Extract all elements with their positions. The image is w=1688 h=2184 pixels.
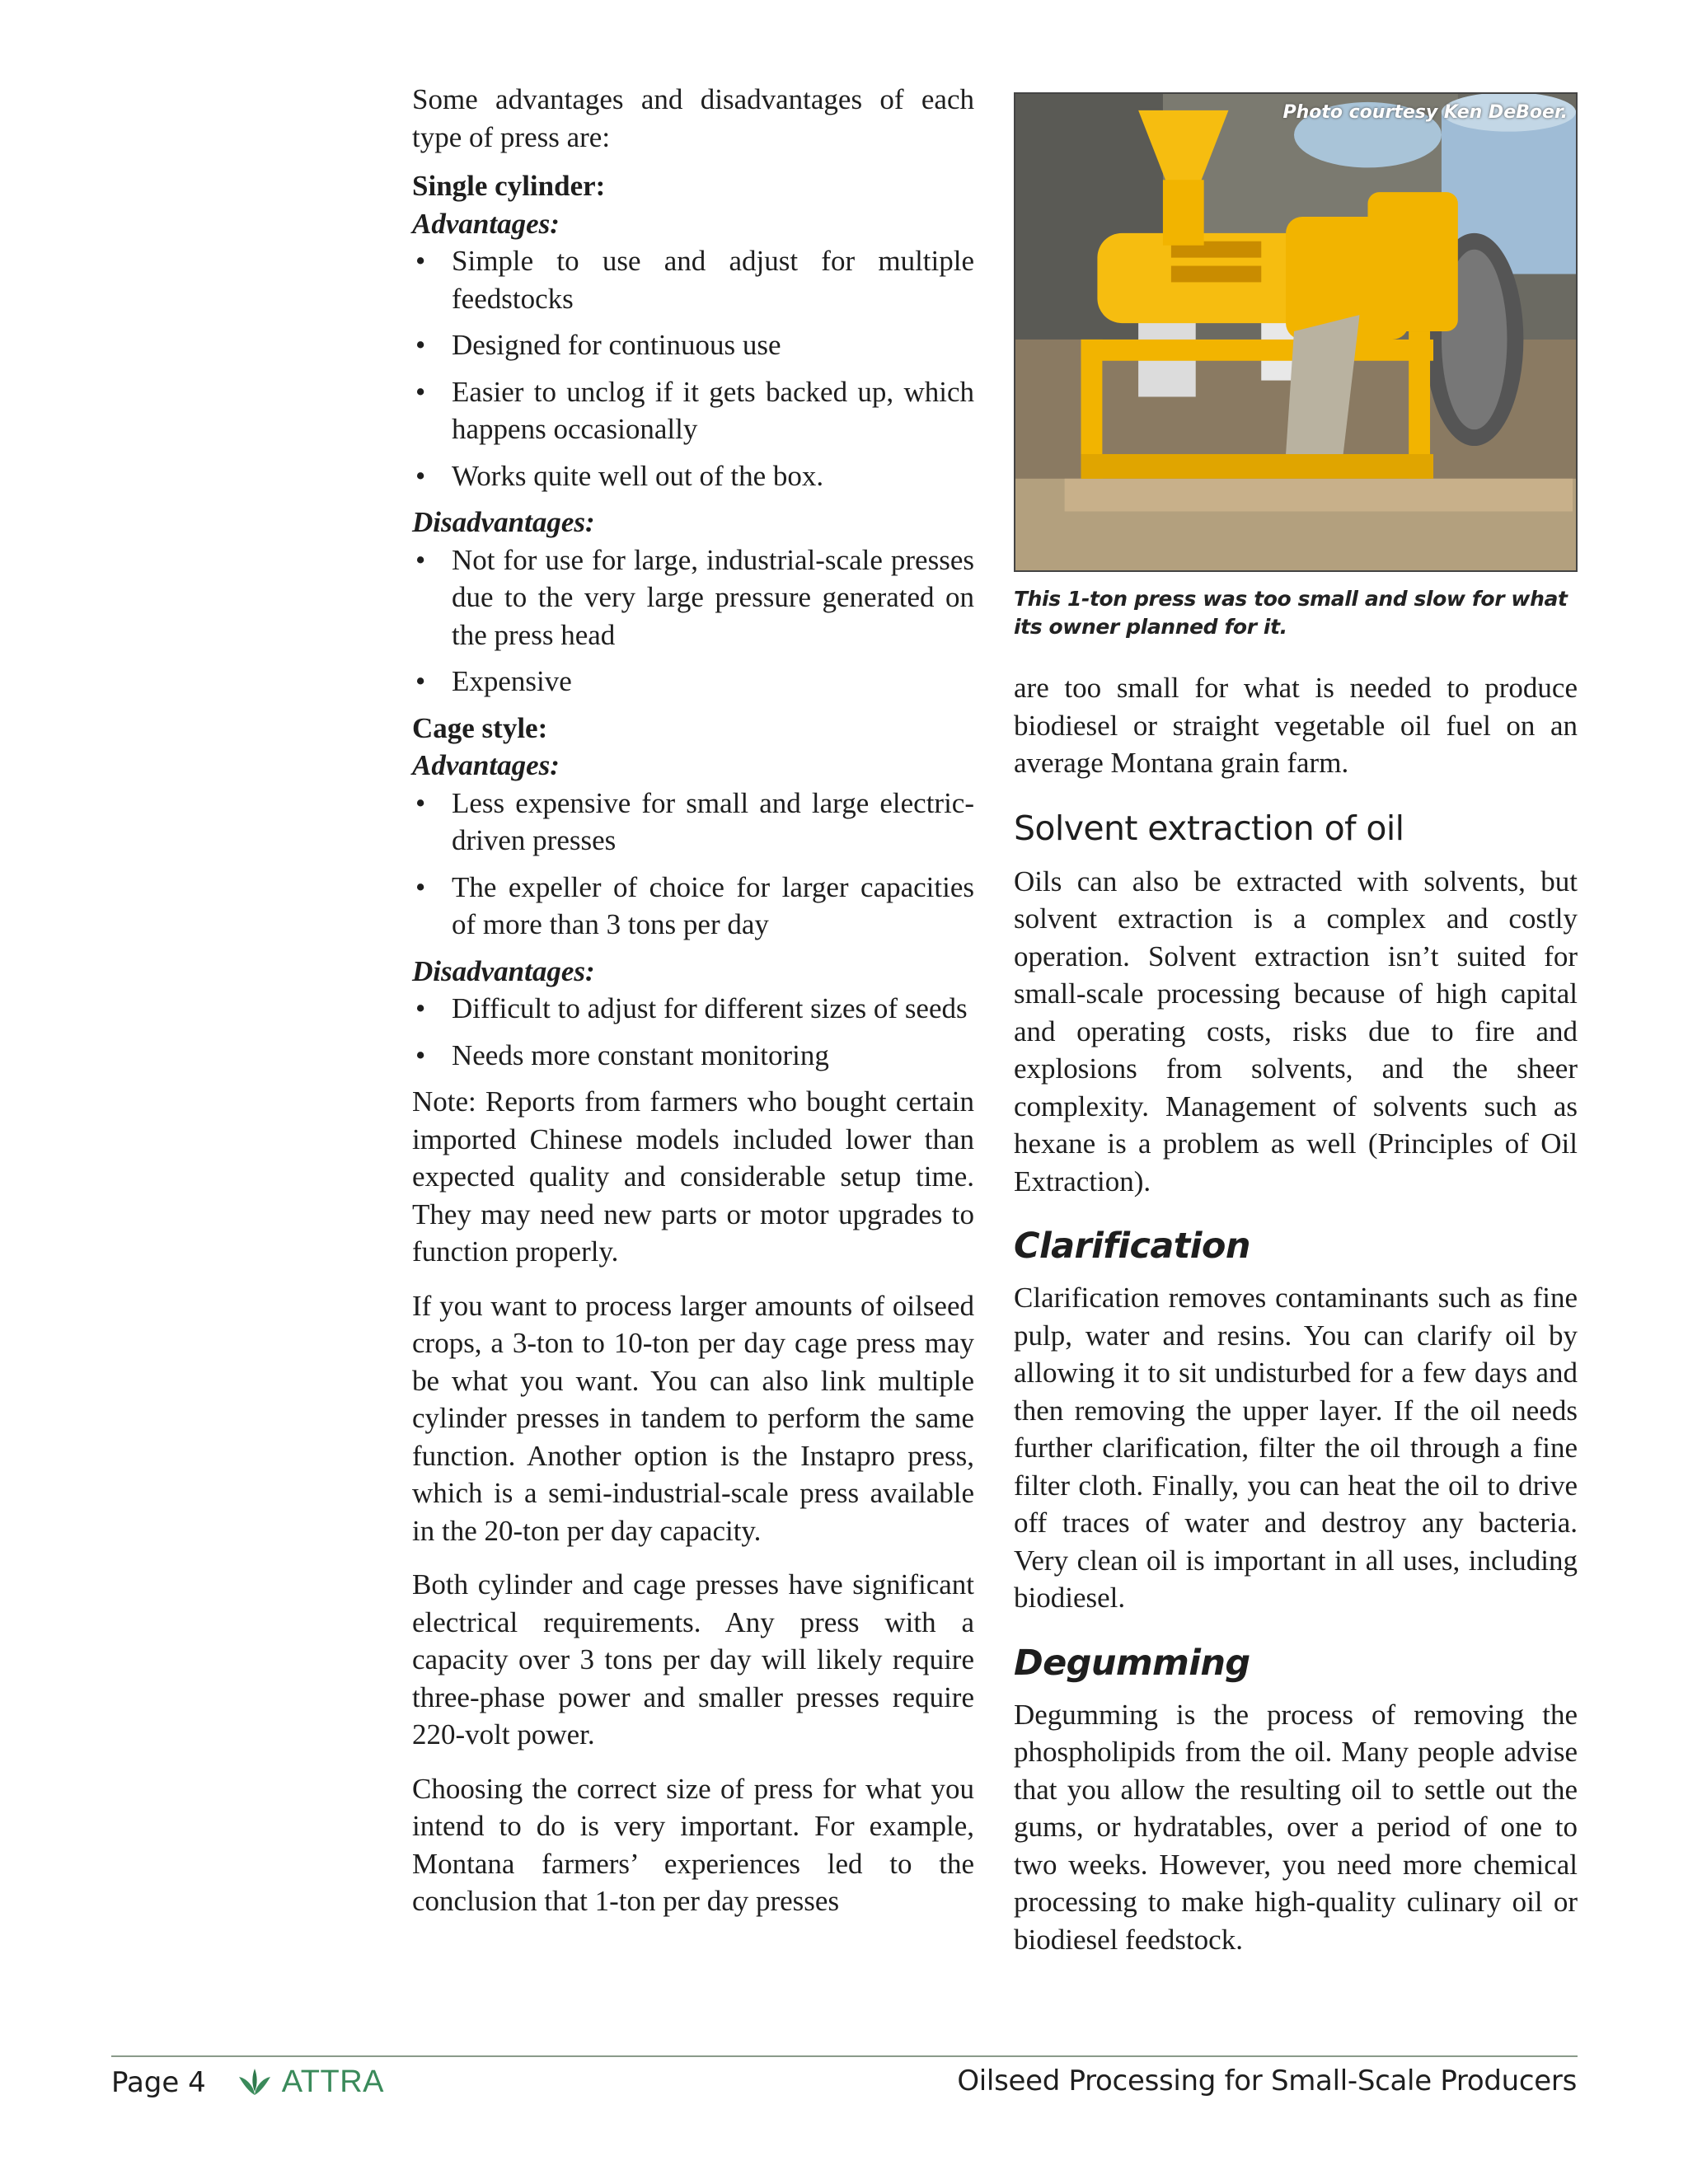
- note-paragraph: Note: Reports from farmers who bought certain imported Chinese models included lower than expected quality and considerable setup time. They may need new parts or motor upgrades to function properly.: [412, 1085, 974, 1268]
- choosing-paragraph: Choosing the correct size of press for what you intend to do is very important. For example, Montana farmers’ experiences led to the conclusion that 1-ton per day presses: [412, 1772, 974, 1917]
- clarification-paragraph: Clarification removes contaminants such as fine pulp, water and resins. You can clarify oil by allowing it to sit undisturbed for a few days and then removing the upper layer. If the oil needs further clarification, filter the oil through a fine filter cloth. Finally, you can heat the oil to drive off traces of water and destroy any bacteria. Very clean oil is important in all uses, including biodiesel.: [1014, 1282, 1578, 1614]
- continuation-paragraph: are too small for what is needed to produce biodiesel or straight vegetable oil fuel on an average Montana grain farm.: [1014, 672, 1578, 779]
- list-item: • Simple to use and adjust for multiple feedstocks: [415, 245, 974, 315]
- list-item: • The expeller of choice for larger capacities of more than 3 tons per day: [415, 870, 974, 940]
- degumming-heading: Degumming: [1014, 1642, 1250, 1684]
- list-item: • Less expensive for small and large electric-driven presses: [415, 786, 974, 856]
- footer-left: [111, 2064, 384, 2100]
- photo-caption: This 1-ton press was too small and slow for what its owner planned for it.: [1014, 587, 1568, 639]
- list-item: • Works quite well out of the box.: [415, 459, 824, 492]
- cage-disadvantages-label: Disadvantages:: [412, 954, 595, 987]
- photo-credit: Photo courtesy Ken DeBoer.: [1282, 102, 1568, 123]
- list-item: • Difficult to adjust for different sizes of seeds: [415, 992, 968, 1024]
- page-number: Page 4: [111, 2065, 206, 2099]
- cage-disadvantages-list: [412, 990, 974, 1074]
- right-column: [1014, 79, 1578, 1958]
- attra-brand: ATTRA: [281, 2064, 384, 2099]
- solvent-extraction-paragraph: Oils can also be extracted with solvents, but solvent extraction is a complex and costly operation. Solvent extraction isn’t suited for small-scale processing because of high capital and operating costs, risks due to fire and explosions from solvents, and the sheer complexity. Management of solvents such as hexane is a problem as well (Principles of Oil Extraction).: [1014, 865, 1578, 1197]
- larger-amounts-paragraph: If you want to process larger amounts of oilseed crops, a 3-ton to 10-ton per day cage press may be what you want. You can also link multiple cylinder presses in tandem to perform the same function. Another option is the Instapro press, which is a semi-industrial-scale press available in the 20-ton per day capacity.: [412, 1289, 974, 1547]
- left-column: [412, 81, 974, 1920]
- single-advantages-list: [412, 242, 974, 494]
- intro-paragraph: Some advantages and disadvantages of each type of press are:: [412, 83, 974, 153]
- list-item: • Easier to unclog if it gets backed up, which happens occasionally: [415, 375, 974, 445]
- cage-advantages-label: Advantages:: [412, 749, 560, 781]
- cage-advantages-list: [412, 785, 974, 944]
- single-disadvantages-label: Disadvantages:: [412, 506, 595, 538]
- list-item: • Needs more constant monitoring: [415, 1038, 829, 1071]
- single-disadvantages-list: [412, 541, 974, 701]
- solvent-extraction-heading: Solvent extraction of oil: [1014, 808, 1404, 848]
- attra-leaf-icon: [236, 2067, 274, 2098]
- electrical-paragraph: Both cylinder and cage presses have significant electrical requirements. Any press with a capacity over 3 tons per day will likely require three-phase power and smaller presses require 220-volt power.: [412, 1568, 974, 1750]
- oil-press-photo: [1014, 92, 1578, 572]
- cage-style-heading: Cage style:: [412, 711, 548, 744]
- list-item: • Not for use for large, industrial-scale presses due to the very large pressure generated on the press head: [415, 543, 974, 651]
- oil-press-illustration: [1015, 94, 1576, 570]
- clarification-heading: Clarification: [1014, 1226, 1250, 1267]
- publication-title: Oilseed Processing for Small-Scale Producers: [957, 2064, 1577, 2097]
- list-item: • Designed for continuous use: [415, 329, 781, 361]
- list-item: • Expensive: [415, 665, 572, 697]
- single-cylinder-heading: Single cylinder:: [412, 170, 606, 202]
- footer-divider: [111, 2055, 1578, 2057]
- single-advantages-label: Advantages:: [412, 207, 560, 240]
- degumming-paragraph: Degumming is the process of removing the phospholipids from the oil. Many people advise that you allow the resulting oil to settle out the gums, or hydratables, over a period of one to two weeks. However, you need more chemical processing to make high-quality culinary oil or biodiesel feedstock.: [1014, 1698, 1578, 1956]
